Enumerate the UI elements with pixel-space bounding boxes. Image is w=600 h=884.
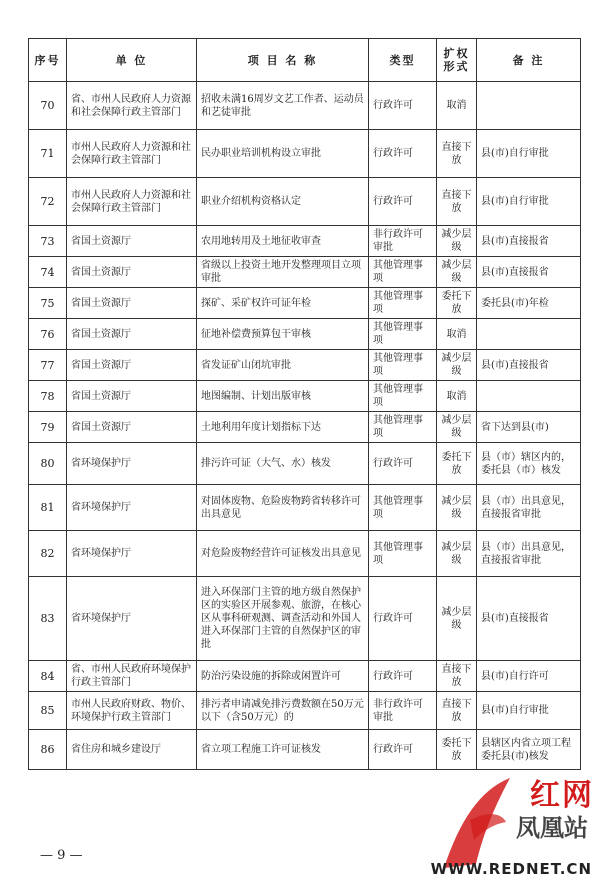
watermark-channel: 凤凰站 (516, 814, 588, 842)
row-seq: 76 (29, 319, 67, 350)
row-unit: 省国土资源厅 (67, 350, 197, 381)
row-unit: 市州人民政府人力资源和社会保障行政主管部门 (67, 178, 197, 226)
row-unit: 省国土资源厅 (67, 319, 197, 350)
table-row (29, 288, 581, 319)
table-row (29, 82, 581, 130)
row-scope: 直接下放 (437, 692, 477, 730)
row-unit: 省国土资源厅 (67, 226, 197, 257)
row-scope: 减少层级 (437, 485, 477, 531)
row-note: 县（市）出具意见，直接报省审批 (477, 531, 581, 577)
table-row (29, 692, 581, 730)
row-note: 县(市)自行审批 (477, 692, 581, 730)
row-seq: 72 (29, 178, 67, 226)
row-unit: 省环境保护厅 (67, 531, 197, 577)
row-seq: 82 (29, 531, 67, 577)
row-type: 其他管理事项 (369, 319, 437, 350)
row-scope: 减少层级 (437, 257, 477, 288)
page-number: — 9 — (40, 848, 83, 863)
row-type: 行政许可 (369, 178, 437, 226)
row-scope: 直接下放 (437, 130, 477, 178)
row-type: 行政许可 (369, 661, 437, 692)
row-type: 其他管理事项 (369, 288, 437, 319)
table-header-row (29, 39, 581, 82)
row-type: 行政许可 (369, 577, 437, 661)
table-row (29, 485, 581, 531)
row-seq: 84 (29, 661, 67, 692)
row-unit: 市州人民政府财政、物价、环境保护行政主管部门 (67, 692, 197, 730)
row-note (477, 319, 581, 350)
row-item: 省发证矿山闭坑审批 (197, 350, 369, 381)
row-scope: 减少层级 (437, 350, 477, 381)
row-unit: 省国土资源厅 (67, 288, 197, 319)
row-seq: 74 (29, 257, 67, 288)
rednet-watermark (430, 760, 600, 884)
watermark-site: WWW.REDNET.CN (430, 860, 592, 878)
row-seq: 78 (29, 381, 67, 412)
row-note: 县(市)自行审批 (477, 178, 581, 226)
table-row (29, 412, 581, 443)
row-type: 非行政许可审批 (369, 226, 437, 257)
row-item: 排污者申请减免排污费数额在50万元以下（含50万元）的 (197, 692, 369, 730)
table-row (29, 661, 581, 692)
row-seq: 81 (29, 485, 67, 531)
row-seq: 86 (29, 730, 67, 770)
row-item: 对固体废物、危险废物跨省转移许可出具意见 (197, 485, 369, 531)
table-row (29, 443, 581, 485)
row-scope: 减少层级 (437, 412, 477, 443)
row-note: 委托县(市)年检 (477, 288, 581, 319)
row-seq: 85 (29, 692, 67, 730)
row-type: 行政许可 (369, 130, 437, 178)
table-row (29, 226, 581, 257)
header-scope: 扩权形式 (437, 39, 477, 82)
header-seq: 序号 (29, 39, 67, 82)
table-row (29, 319, 581, 350)
table-row (29, 350, 581, 381)
row-note: 县（市）辖区内的，委托县（市）核发 (477, 443, 581, 485)
row-unit: 省环境保护厅 (67, 485, 197, 531)
row-scope: 委托下放 (437, 443, 477, 485)
row-scope: 取消 (437, 319, 477, 350)
row-unit: 省环境保护厅 (67, 577, 197, 661)
row-note: 县(市)直接报省 (477, 257, 581, 288)
row-seq: 73 (29, 226, 67, 257)
table-row (29, 381, 581, 412)
table-row (29, 577, 581, 661)
row-type: 行政许可 (369, 443, 437, 485)
row-type: 其他管理事项 (369, 350, 437, 381)
row-item: 防治污染设施的拆除或闲置许可 (197, 661, 369, 692)
row-item: 对危险废物经营许可证核发出具意见 (197, 531, 369, 577)
row-unit: 市州人民政府人力资源和社会保障行政主管部门 (67, 130, 197, 178)
row-unit: 省环境保护厅 (67, 443, 197, 485)
row-scope: 减少层级 (437, 577, 477, 661)
row-unit: 省住房和城乡建设厅 (67, 730, 197, 770)
row-scope: 减少层级 (437, 531, 477, 577)
row-note: 县(市)自行审批 (477, 130, 581, 178)
row-item: 征地补偿费预算包干审核 (197, 319, 369, 350)
row-note: 县(市)直接报省 (477, 350, 581, 381)
row-scope: 委托下放 (437, 730, 477, 770)
row-scope: 减少层级 (437, 226, 477, 257)
row-note: 县（市）出具意见，直接报省审批 (477, 485, 581, 531)
row-seq: 77 (29, 350, 67, 381)
row-note: 县(市)自行许可 (477, 661, 581, 692)
row-note (477, 82, 581, 130)
approval-items-table (28, 38, 581, 770)
row-note: 省下达到县(市) (477, 412, 581, 443)
row-unit: 省国土资源厅 (67, 381, 197, 412)
row-note (477, 381, 581, 412)
row-seq: 70 (29, 82, 67, 130)
row-type: 其他管理事项 (369, 485, 437, 531)
row-unit: 省、市州人民政府环境保护行政主管部门 (67, 661, 197, 692)
row-type: 行政许可 (369, 82, 437, 130)
row-note: 县(市)直接报省 (477, 226, 581, 257)
header-item: 项 目 名 称 (197, 39, 369, 82)
row-item: 探矿、采矿权许可证年检 (197, 288, 369, 319)
row-scope: 委托下放 (437, 288, 477, 319)
table-row (29, 130, 581, 178)
row-scope: 直接下放 (437, 178, 477, 226)
row-type: 行政许可 (369, 730, 437, 770)
row-item: 土地利用年度计划指标下达 (197, 412, 369, 443)
row-unit: 省、市州人民政府人力资源和社会保障行政主管部门 (67, 82, 197, 130)
row-item: 排污许可证（大气、水）核发 (197, 443, 369, 485)
row-item: 招收未满16周岁文艺工作者、运动员和艺徒审批 (197, 82, 369, 130)
row-item: 进入环保部门主管的地方级自然保护区的实验区开展参观、旅游，在核心区从事科研观测、调查活动和外国人进入环保部门主管的自然保护区的审批 (197, 577, 369, 661)
table-row (29, 257, 581, 288)
row-unit: 省国土资源厅 (67, 412, 197, 443)
row-scope: 取消 (437, 82, 477, 130)
row-item: 省立项工程施工许可证核发 (197, 730, 369, 770)
row-type: 其他管理事项 (369, 531, 437, 577)
row-scope: 直接下放 (437, 661, 477, 692)
row-seq: 79 (29, 412, 67, 443)
row-scope: 取消 (437, 381, 477, 412)
row-item: 农用地转用及土地征收审查 (197, 226, 369, 257)
row-unit: 省国土资源厅 (67, 257, 197, 288)
table-row (29, 178, 581, 226)
watermark-brand: 红网 (530, 778, 594, 813)
header-note: 备 注 (477, 39, 581, 82)
row-type: 其他管理事项 (369, 257, 437, 288)
row-seq: 75 (29, 288, 67, 319)
row-item: 职业介绍机构资格认定 (197, 178, 369, 226)
row-note: 县辖区内省立项工程委托县(市)核发 (477, 730, 581, 770)
row-seq: 83 (29, 577, 67, 661)
row-seq: 80 (29, 443, 67, 485)
row-type: 其他管理事项 (369, 412, 437, 443)
row-item: 民办职业培训机构设立审批 (197, 130, 369, 178)
header-unit: 单 位 (67, 39, 197, 82)
row-type: 非行政许可审批 (369, 692, 437, 730)
header-type: 类型 (369, 39, 437, 82)
row-type: 其他管理事项 (369, 381, 437, 412)
table-row (29, 531, 581, 577)
row-item: 地图编制、计划出版审核 (197, 381, 369, 412)
row-seq: 71 (29, 130, 67, 178)
row-item: 省级以上投资土地开发整理项目立项审批 (197, 257, 369, 288)
row-note: 县(市)直接报省 (477, 577, 581, 661)
